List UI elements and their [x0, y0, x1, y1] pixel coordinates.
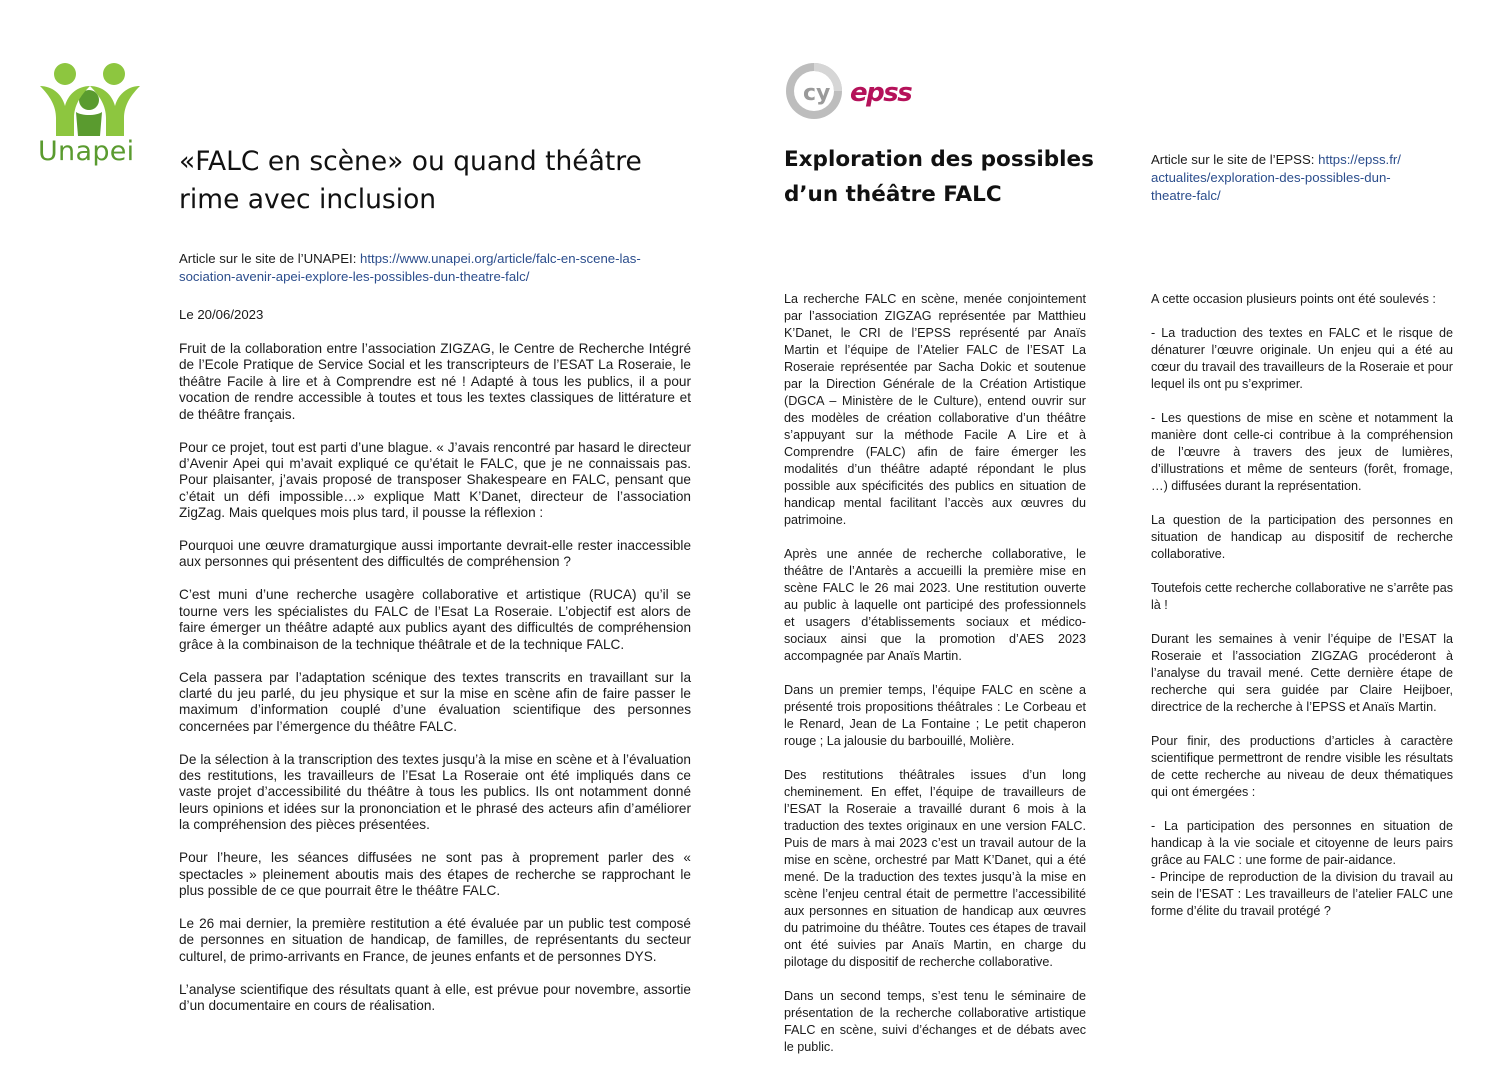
unapei-figures-icon	[38, 62, 142, 140]
left-article-paragraph: De la sélection à la transcription des textes jusqu’à la mise en scène et à l’évaluation des restitutions, les travailleurs de l’Esat La Roseraie ont été impliqués dans ce vaste projet d’accessibilité du théâtre à tous les publics. Ils ont notamment donné leurs opinions et idées sur la prononciation et le phrasé des acteurs afin d’améliorer la compréhension des pièces présentées.	[179, 751, 691, 833]
svg-text:cy: cy	[803, 81, 831, 106]
left-article-title	[179, 143, 739, 219]
left-article-paragraph: Pour ce projet, tout est parti d’une blague. « J’avais rencontré par hasard le directeur d’Avenir Apei qui m’avait expliqué ce qu’était le FALC, que je ne connaissais pas. Pour plaisanter, j’avais proposé de transposer Shakespeare en FALC, pensant que c’était un défi impossible…» explique Matt K’Danet, directeur de l’association ZigZag. Mais quelques mois plus tard, il pousse la réflexion :	[179, 439, 691, 521]
right-col2-paragraph: Durant les semaines à venir l’équipe de l’ESAT la Roseraie et l’association ZIGZAG procéderont à l’analyse du travail mené. Cette dernière étape de recherche qui sera guidée par Claire Heijboer, directrice de la recherche à l’EPSS et Anaïs Martin.	[1151, 632, 1453, 714]
left-title-line1: «FALC en scène» ou quand théâtre	[179, 146, 642, 177]
right-col2-paragraph: Toutefois cette recherche collaborative ne s’arrête pas là !	[1151, 581, 1453, 612]
right-col1-paragraph: Après une année de recherche collaborative, le théâtre de l’Antarès a accueilli la première mise en scène FALC le 26 mai 2023. Une restitution ouverte au public à laquelle ont participé des professionnels et usagers d’établissements sociaux et médico-sociaux ainsi que la promotion d’AES 2023 accompagnée par Anaïs Martin.	[784, 547, 1086, 663]
unapei-wordmark: Unapei	[38, 136, 135, 167]
left-article-paragraph: Pourquoi une œuvre dramaturgique aussi importante devrait-elle rester inaccessible aux personnes qui présentent des difficultés de compréhension ?	[179, 538, 691, 570]
right-col1-paragraph: Des restitutions théâtrales issues d’un long cheminement. En effet, l’équipe de travailleurs de l’ESAT la Roseraie a travaillé durant 6 mois à la traduction des textes originaux en une version FALC. Puis de mars à mai 2023 c’est un travail autour de la mise en scène, orchestré par Matt K’Danet, qui a été mené. De la traduction des textes jusqu’à la mise en scène l’enjeu central était de permettre l’accessibilité aux personnes en situation de handicap aux œuvres du patrimoine du théâtre. Toutes ces étapes de travail ont été suivies par Anaïs Martin, en charge du pilotage du dispositif de recherche collaborative.	[784, 768, 1086, 969]
left-date: Le 20/06/2023	[179, 307, 264, 322]
right-col2-final-1: - La participation des personnes en situation de handicap à la vie sociale et citoyenne de leurs pairs grâce au FALC : une forme de pair-aidance.	[1151, 819, 1453, 867]
cy-logo-icon	[784, 58, 846, 122]
right-source	[1151, 151, 1451, 205]
right-col1-paragraph: Dans un premier temps, l’équipe FALC en scène a présenté trois propositions théâtrales : Le Corbeau et le Renard, Jean de La Fontaine ; Le petit chaperon rouge ; La jalousie du barbouillé, Molière.	[784, 683, 1086, 748]
right-col2-paragraph: - La traduction des textes en FALC et le risque de dénaturer l’œuvre originale. Un enjeu qui a été au cœur du travail des travailleurs de la Roseraie et pour lequel ils ont pu s’exprimer.	[1151, 326, 1453, 391]
right-source-prefix: Article sur le site de l’EPSS:	[1151, 152, 1319, 167]
left-article-paragraph: C’est muni d’une recherche usagère collaborative et artistique (RUCA) qu’il se tourne vers les spécialistes du FALC de l’Esat La Roseraie. L’objectif est alors de faire émerger un théâtre adapté aux publics ayant des difficultés de compréhension grâce à la combinaison de la technique théâtrale et de la technique FALC.	[179, 587, 691, 652]
epss-wordmark: epss	[850, 78, 912, 108]
unapei-logo	[38, 62, 148, 174]
right-article-title	[784, 142, 1114, 212]
left-source-link[interactable]: https://www.unapei.org/article/falc-en-scene-las- sociation-avenir-apei-explore-les-possibles-dun-theatre-falc/	[179, 251, 641, 284]
epss-logo	[784, 58, 924, 128]
left-article-paragraph: Fruit de la collaboration entre l’association ZIGZAG, le Centre de Recherche Intégré de l’Ecole Pratique de Service Social et les transcripteurs de l’ESAT La Roseraie, le théâtre Facile à lire et à Comprendre est né ! Adapté à tous les publics, il a pour vocation de rendre accessible à toutes et tous les textes classiques de littérature et de théâtre français.	[179, 341, 691, 422]
left-article-paragraph: Le 26 mai dernier, la première restitution a été évaluée par un public test composé de personnes en situation de handicap, de familles, de représentants du secteur culturel, de primo-arrivants en France, de jeunes enfants et de personnes DYS.	[179, 915, 691, 964]
right-col2-paragraph: Pour finir, des productions d’articles à caractère scientifique permettront de rendre visible les résultats de cette recherche au niveau de deux thématiques qui ont émergées :	[1151, 734, 1453, 799]
right-title-line1: Exploration des possibles	[784, 147, 1094, 172]
right-col2-final-2: - Principe de reproduction de la division du travail au sein de l’ESAT : Les travailleurs de l’atelier FALC une forme d’élite du travail protégé ?	[1151, 870, 1453, 918]
left-article-paragraph: Pour l’heure, les séances diffusées ne sont pas à proprement parler des « spectacles » pleinement aboutis mais des étapes de recherche se rapprochant le plus possible de ce que pourrait être le théâtre FALC.	[179, 850, 691, 898]
right-source-link[interactable]: https://epss.fr/ actualites/exploration-des-possibles-dun- theatre-falc/	[1151, 152, 1401, 203]
right-col1-paragraph: La recherche FALC en scène, menée conjointement par l’association ZIGZAG représentée par Matthieu K’Danet, le CRI de l’EPSS représenté par Anaïs Martin et l’équipe de l’Atelier FALC de l’ESAT La Roseraie représentée par Sacha Dokic et soutenue par la Direction Générale de la Création Artistique (DGCA – Ministère de le Culture), entend ouvrir sur des modèles de création collaborative d’un théâtre s’appuyant sur la méthode Facile A Lire et à Comprendre (FALC) afin de faire émerger les modalités d’un théâtre adapté répondant le plus possible aux spécificités des publics en situation de handicap mental facilitant l’accès aux œuvres du patrimoine.	[784, 292, 1086, 527]
right-col1-paragraph: Dans un second temps, s’est tenu le séminaire de présentation de la recherche collaborative artistique FALC en scène, suivi d’échanges et de débats avec le public.	[784, 989, 1086, 1054]
right-article-column-2	[1151, 291, 1453, 920]
right-col2-paragraph: A cette occasion plusieurs points ont été soulevés :	[1151, 292, 1436, 306]
right-col2-paragraph: La question de la participation des personnes en situation de handicap au dispositif de recherche collaborative.	[1151, 513, 1453, 561]
right-title-line2: d’un théâtre FALC	[784, 182, 1002, 207]
right-col2-paragraph: - Les questions de mise en scène et notamment la manière dont celle-ci contribue à la compréhension de l’œuvre à travers des jeux de lumières, d’illustrations et même de senteurs (forêt, fromage, …) diffusées durant la représentation.	[1151, 411, 1453, 493]
left-article-paragraph: Cela passera par l’adaptation scénique des textes transcrits en travaillant sur la clarté du jeu parlé, du jeu physique et sur la mise en scène afin de faire passer le maximum d’information couplé d’une évaluation scientifique des personnes concernées par l’émergence du théâtre FALC.	[179, 669, 691, 734]
left-article-paragraph: L’analyse scientifique des résultats quant à elle, est prévue pour novembre, assortie d’un documentaire en cours de réalisation.	[179, 981, 691, 1013]
left-source-prefix: Article sur le site de l’UNAPEI:	[179, 251, 361, 266]
left-article-body	[179, 341, 691, 1014]
left-title-line2: rime avec inclusion	[179, 184, 437, 215]
left-source	[179, 250, 719, 286]
right-article-column-1	[784, 291, 1086, 1056]
